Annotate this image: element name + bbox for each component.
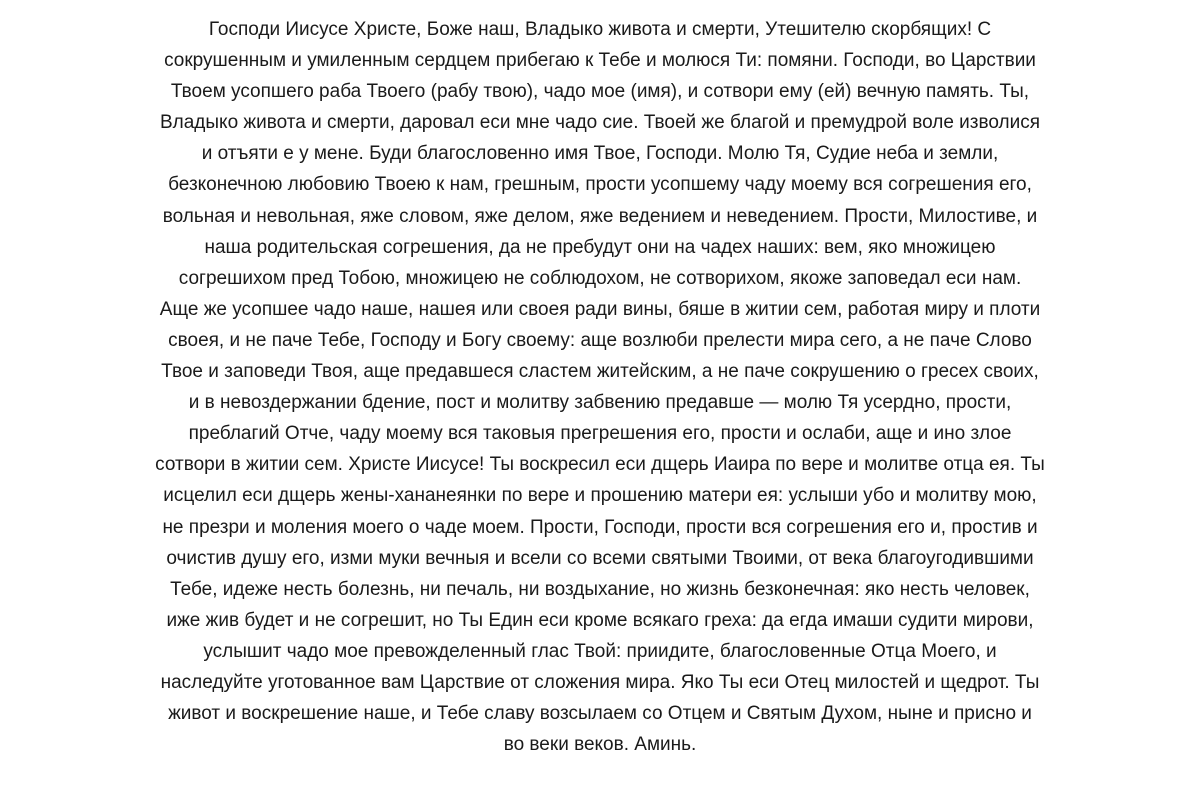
prayer-text xyxy=(0,14,1200,760)
text-line: исцелил еси дщерь жены-хананеянки по вере и прошению матери ея: услыши убо и молитву мою, xyxy=(163,485,1037,507)
text-line: Тебе, идеже несть болезнь, ни печаль, ни воздыхание, но жизнь безконечная: яко несть человек, xyxy=(170,578,1030,600)
text-line: услышит чадо мое превожделенный глас Твой: приидите, благословенные Отца Моего, и xyxy=(203,640,997,662)
text-line: сотвори в житии сем. Христе Иисусе! Ты воскресил еси дщерь Иаира по вере и молитве отца ея. Ты xyxy=(155,454,1045,476)
text-line: Твоем усопшего раба Твоего (рабу твою), чадо мое (имя), и сотвори ему (ей) вечную память. Ты, xyxy=(170,81,1030,103)
text-line: своея, и не паче Тебе, Господу и Богу своему: аще возлюби прелести мира сего, а не паче Слово xyxy=(168,329,1032,351)
text-line: сокрушенным и умиленным сердцем прибегаю к Тебе и молюся Ти: помяни. Господи, во Царствии xyxy=(164,50,1036,72)
text-line: не презри и моления моего о чаде моем. Прости, Господи, прости вся согрешения его и, простив и xyxy=(162,516,1038,538)
text-line: иже жив будет и не согрешит, но Ты Един еси кроме всякаго греха: да егда имаши судити мирови, xyxy=(166,609,1034,631)
text-line: наша родительская согрешения, да не пребудут они на чадех наших: вем, яко множицею xyxy=(204,236,996,258)
text-line: согрешихом пред Тобою, множицею не соблюдохом, не сотворихом, якоже заповедал еси нам. xyxy=(178,267,1022,289)
text-line: наследуйте уготованное вам Царствие от сложения мира. Яко Ты еси Отец милостей и щедрот. Ты xyxy=(160,671,1040,693)
text-line: преблагий Отче, чаду моему вся таковыя прегрешения его, прости и ослаби, аще и ино злое xyxy=(188,423,1012,445)
text-line: вольная и невольная, яже словом, яже делом, яже ведением и неведением. Прости, Милостиве, и xyxy=(162,205,1038,227)
text-line: и в невоздержании бдение, пост и молитву забвению предавше — молю Тя усердно, прости, xyxy=(188,392,1012,414)
text-line: Аще же усопшее чадо наше, нашея или своея ради вины, бяше в житии сем, работая миру и плоти xyxy=(159,298,1041,320)
text-line: Твое и заповеди Твоя, аще предавшеся сластем житейским, а не паче сокрушению о гресех своих, xyxy=(161,361,1039,383)
text-line: очистив душу его, изми муки вечныя и всели со всеми святыми Твоими, от века благоугодившими xyxy=(166,547,1034,569)
text-line: Владыко живота и смерти, даровал еси мне чадо сие. Твоей же благой и премудрой воле изволися xyxy=(159,112,1041,134)
text-line: и отъяти е у мене. Буди благословенно имя Твое, Господи. Молю Тя, Судие неба и земли, xyxy=(201,143,999,165)
text-line: живот и воскрешение наше, и Тебе славу возсылаем со Отцем и Святым Духом, ныне и присно и xyxy=(168,703,1032,725)
text-line: во веки веков. Аминь. xyxy=(503,734,697,756)
text-line: Господи Иисусе Христе, Боже наш, Владыко живота и смерти, Утешителю скорбящих! С xyxy=(208,19,992,40)
text-line: безконечною любовию Твоею к нам, грешным, прости усопшему чаду моему вся согрешения его, xyxy=(168,174,1032,196)
